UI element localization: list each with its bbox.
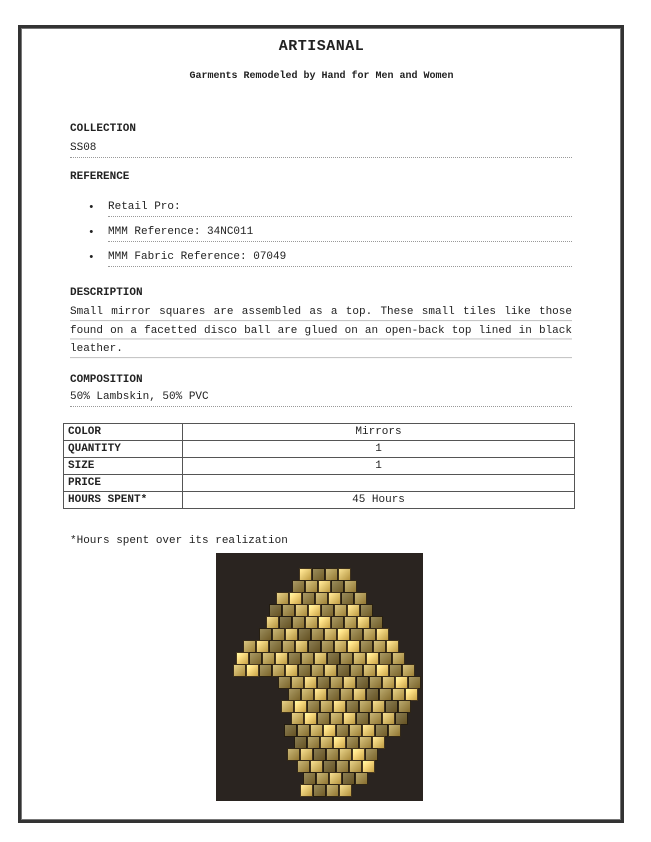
table-row	[64, 492, 575, 509]
mirror-tile	[339, 784, 352, 797]
footnote: *Hours spent over its realization	[70, 535, 288, 547]
garment-photo	[216, 553, 423, 801]
page-title: ARTISANAL	[278, 38, 365, 55]
description-label: DESCRIPTION	[70, 287, 143, 299]
mirror-tile	[388, 724, 401, 737]
row-key: SIZE	[64, 458, 183, 475]
row-value: 45 Hours	[183, 492, 575, 509]
composition-label: COMPOSITION	[70, 374, 143, 386]
bullet-icon: •	[88, 227, 95, 239]
row-key: COLOR	[64, 424, 183, 441]
table-row	[64, 424, 575, 441]
reference-mmm: MMM Reference: 34NC011	[108, 224, 572, 242]
collection-label: COLLECTION	[70, 123, 137, 135]
page-subtitle: Garments Remodeled by Hand for Men and Women	[189, 71, 454, 82]
description-text: Small mirror squares are assembled as a top. These small tiles like those found on a facetted disco ball are glued on an open-back top lined in black leather.	[70, 303, 572, 359]
bullet-icon: •	[88, 202, 95, 214]
mirror-tile	[259, 664, 272, 677]
row-key: QUANTITY	[64, 441, 183, 458]
mirror-tile	[326, 784, 339, 797]
row-value: Mirrors	[183, 424, 575, 441]
collection-value: SS08	[70, 140, 572, 158]
row-key: HOURS SPENT*	[64, 492, 183, 509]
details-table	[63, 423, 575, 509]
mirror-tile	[246, 664, 259, 677]
row-value: 1	[183, 441, 575, 458]
table-row	[64, 441, 575, 458]
table-row	[64, 475, 575, 492]
reference-fabric: MMM Fabric Reference: 07049	[108, 249, 572, 267]
mirror-tile	[355, 772, 368, 785]
table-row	[64, 458, 575, 475]
mirror-tile	[300, 784, 313, 797]
row-key: PRICE	[64, 475, 183, 492]
mirror-tile	[233, 664, 246, 677]
reference-retail-pro: Retail Pro:	[108, 199, 572, 217]
reference-label: REFERENCE	[70, 171, 130, 183]
row-value	[183, 475, 575, 492]
bullet-icon: •	[88, 252, 95, 264]
mirror-tile	[313, 784, 326, 797]
composition-value: 50% Lambskin, 50% PVC	[70, 389, 572, 407]
row-value: 1	[183, 458, 575, 475]
